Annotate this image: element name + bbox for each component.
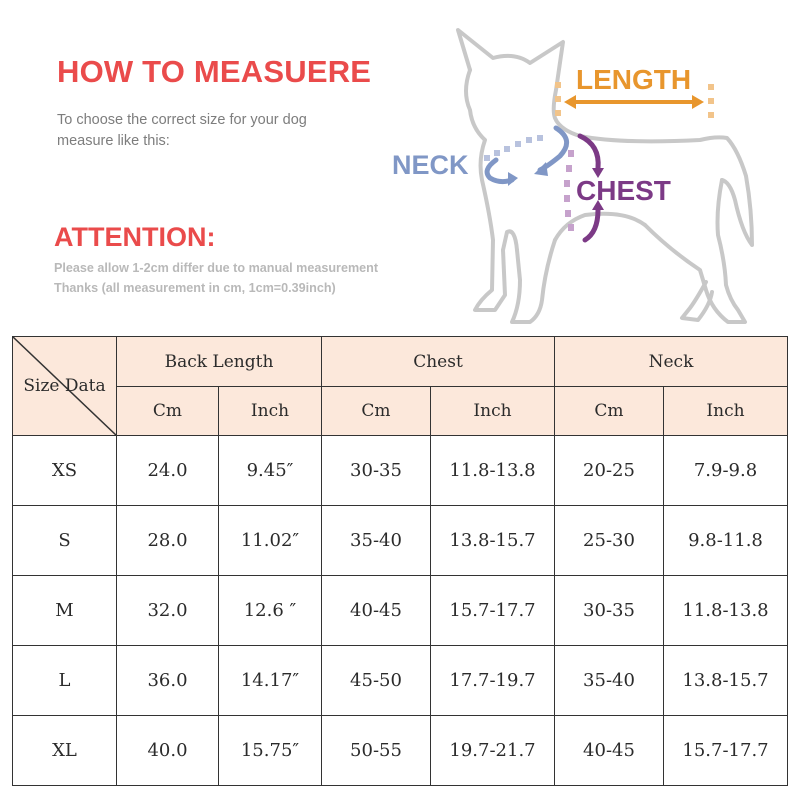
table-cell: 15.75″ <box>219 716 322 786</box>
table-header-row-groups <box>13 337 788 387</box>
size-cell: S <box>13 506 117 576</box>
table-cell: 20-25 <box>555 436 664 506</box>
intro-text <box>57 110 357 152</box>
table-cell: 15.7-17.7 <box>664 716 788 786</box>
size-data-corner-cell <box>13 337 117 436</box>
header-neck: Neck <box>555 337 788 387</box>
table-row <box>13 506 788 576</box>
chest-label: CHEST <box>576 175 671 206</box>
size-cell: L <box>13 646 117 716</box>
table-cell: 40-45 <box>555 716 664 786</box>
table-cell: 45-50 <box>322 646 431 716</box>
table-cell: 40-45 <box>322 576 431 646</box>
unit-header: Cm <box>322 387 431 436</box>
table-cell: 32.0 <box>117 576 219 646</box>
table-cell: 50-55 <box>322 716 431 786</box>
table-cell: 9.8-11.8 <box>664 506 788 576</box>
table-cell: 19.7-21.7 <box>431 716 555 786</box>
header-back-length: Back Length <box>117 337 322 387</box>
table-cell: 30-35 <box>322 436 431 506</box>
table-cell: 14.17″ <box>219 646 322 716</box>
attention-heading: ATTENTION: <box>54 222 216 252</box>
unit-header: Inch <box>664 387 788 436</box>
table-header-row-units <box>13 387 788 436</box>
table-cell: 11.02″ <box>219 506 322 576</box>
size-chart-table <box>12 336 788 786</box>
table-cell: 40.0 <box>117 716 219 786</box>
table-cell: 13.8-15.7 <box>664 646 788 716</box>
table-cell: 15.7-17.7 <box>431 576 555 646</box>
table-cell: 24.0 <box>117 436 219 506</box>
attention-line-2: Thanks (all measurement in cm, 1cm=0.39inch) <box>54 281 336 295</box>
table-cell: 35-40 <box>322 506 431 576</box>
table-row <box>13 576 788 646</box>
attention-line-1: Please allow 1-2cm differ due to manual measurement <box>54 261 379 275</box>
size-cell: XL <box>13 716 117 786</box>
unit-header: Inch <box>219 387 322 436</box>
size-cell: XS <box>13 436 117 506</box>
table-cell: 7.9-9.8 <box>664 436 788 506</box>
header-chest: Chest <box>322 337 555 387</box>
table-cell: 17.7-19.7 <box>431 646 555 716</box>
table-row <box>13 716 788 786</box>
intro-line-1: To choose the correct size for your dog <box>57 112 307 128</box>
size-cell: M <box>13 576 117 646</box>
table-cell: 11.8-13.8 <box>664 576 788 646</box>
table-cell: 36.0 <box>117 646 219 716</box>
table-row <box>13 436 788 506</box>
attention-note <box>54 258 414 298</box>
unit-header: Cm <box>117 387 219 436</box>
intro-line-2: measure like this: <box>57 133 170 149</box>
table-cell: 28.0 <box>117 506 219 576</box>
table-cell: 35-40 <box>555 646 664 716</box>
corner-label: Size Data <box>23 376 106 396</box>
table-cell: 25-30 <box>555 506 664 576</box>
table-cell: 11.8-13.8 <box>431 436 555 506</box>
page-title: HOW TO MEASUERE <box>57 54 372 89</box>
table-row <box>13 646 788 716</box>
neck-label: NECK <box>392 150 469 180</box>
table-cell: 30-35 <box>555 576 664 646</box>
unit-header: Inch <box>431 387 555 436</box>
length-label: LENGTH <box>576 64 692 95</box>
table-cell: 9.45″ <box>219 436 322 506</box>
table-cell: 13.8-15.7 <box>431 506 555 576</box>
table-cell: 12.6 ″ <box>219 576 322 646</box>
unit-header: Cm <box>555 387 664 436</box>
